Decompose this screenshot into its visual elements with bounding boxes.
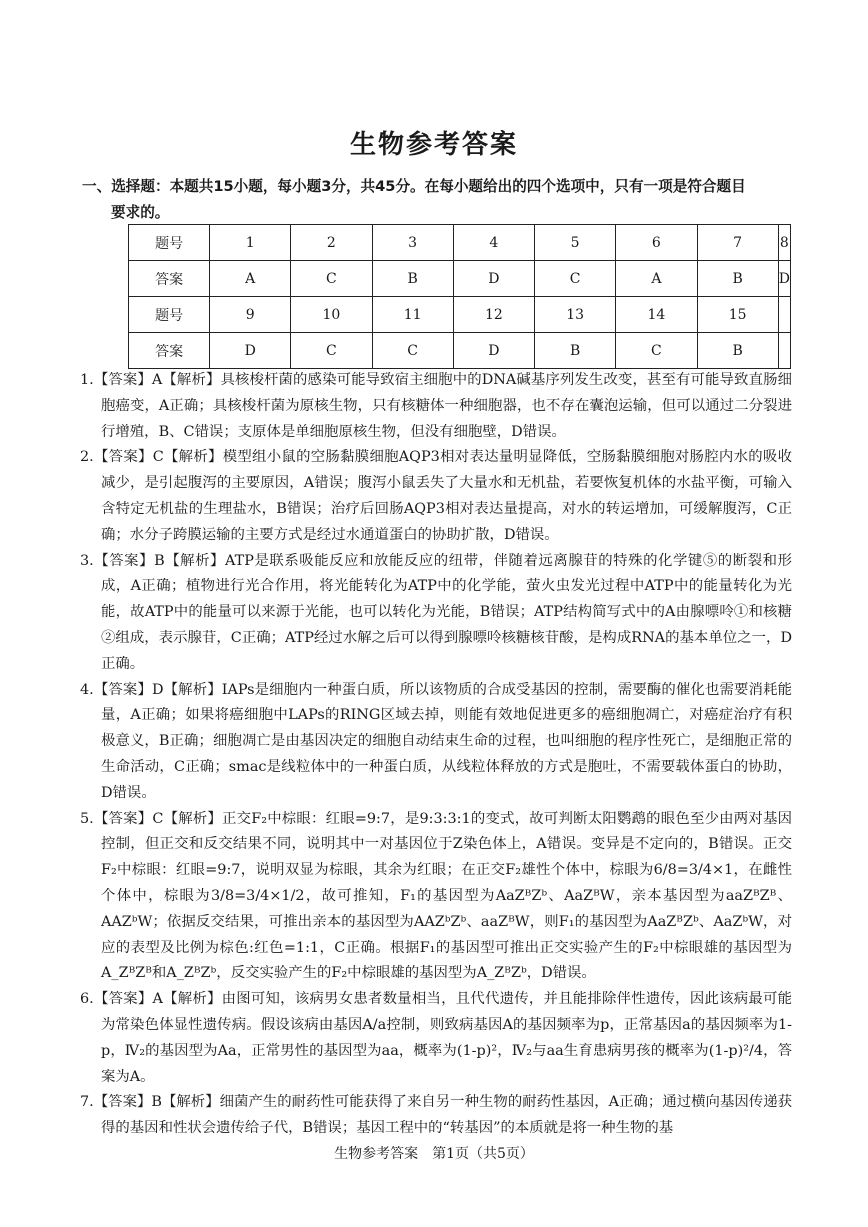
table-row xyxy=(129,333,791,369)
table-cell: 题号 xyxy=(129,297,210,333)
explanation-4: 4.【答案】D【解析】IAPs是细胞内一种蛋白质，所以该物质的合成受基因的控制，需要酶的催化也需要消耗能量，A正确；如果将癌细胞中LAPs的RING区域去掉，则能有效地促进更多的癌细胞凋亡，对癌症治疗有积极意义，B正确；细胞凋亡是由基因决定的细胞自动结束生命的过程，也叫细胞的程序性死亡，是细胞正常的生命活动，C正确；smac是线粒体中的一种蛋白质，从线粒体释放的方式是胞吐，不需要载体蛋白的协助，D错误。 xyxy=(80,681,792,801)
table-cell: D xyxy=(453,333,534,369)
section-heading-line2: 要求的。 xyxy=(111,204,170,221)
table-cell: 6 xyxy=(616,225,697,261)
table-cell: D xyxy=(453,261,534,297)
answer-explanations xyxy=(80,368,792,1142)
table-cell: C xyxy=(616,333,697,369)
table-cell: C xyxy=(372,333,453,369)
explanation-3: 3.【答案】B【解析】ATP是联系吸能反应和放能反应的纽带，伴随着远离腺苷的特殊的化学键⑤的断裂和形成，A正确；植物进行光合作用，将光能转化为ATP中的化学能，萤火虫发光过程中ATP中的能量转化为光能，故ATP中的能量可以来源于光能，也可以转化为光能，B错误；ATP结构简写式中的A由腺嘌呤①和核糖②组成，表示腺苷，C正确；ATP经过水解之后可以得到腺嘌呤核糖核苷酸，是构成RNA的基本单位之一，D正确。 xyxy=(80,552,792,672)
table-cell: 12 xyxy=(453,297,534,333)
table-cell: A xyxy=(616,261,697,297)
list-item xyxy=(80,987,792,1090)
table-row xyxy=(129,261,791,297)
table-cell: 14 xyxy=(616,297,697,333)
explanation-1: 1.【答案】A【解析】具核梭杆菌的感染可能导致宿主细胞中的DNA碱基序列发生改变，甚至有可能导致直肠细胞癌变，A正确；具核梭杆菌为原核生物，只有核糖体一种细胞器，也不存在囊泡运输，但可以通过二分裂进行增殖，B、C错误；支原体是单细胞原核生物，但没有细胞壁，D错误。 xyxy=(80,372,792,440)
table-cell: 15 xyxy=(697,297,778,333)
explanation-6: 6.【答案】A【解析】由图可知，该病男女患者数量相当，且代代遗传，并且能排除伴性遗传，因此该病最可能为常染色体显性遗传病。假设该病由基因A/a控制，则致病基因A的基因频率为p，正常基因a的基因频率为1-p，Ⅳ₂的基因型为Aa，正常男性的基因型为aa，概率为(1-p)²，Ⅳ₂与aa生育患病男孩的概率为(1-p)²/4，答案为A。 xyxy=(80,991,792,1085)
table-row xyxy=(129,297,791,333)
table-cell: 11 xyxy=(372,297,453,333)
section-heading xyxy=(82,174,802,226)
table-cell: 3 xyxy=(372,225,453,261)
list-item xyxy=(80,678,792,807)
table-cell: A xyxy=(210,261,291,297)
explanation-5: 5.【答案】C【解析】正交F₂中棕眼：红眼=9:7，是9:3:3:1的变式，故可判断太阳鹦鹉的眼色至少由两对基因控制，但正交和反交结果不同，说明其中一对基因位于Z染色体上，A错误。变异是不定向的，B错误。正交F₂中棕眼：红眼=9:7，说明双显为棕眼，其余为红眼；在正交F₂雄性个体中，棕眼为6/8=3/4×1，在雌性个体中，棕眼为3/8=3/4×1/2，故可推知，F₁的基因型为AaZᴮZᵇ、AaZᴮW，亲本基因型为aaZᴮZᴮ、AAZᵇW；依据反交结果，可推出亲本的基因型为AAZᵇZᵇ、aaZᴮW，则F₁的基因型为AaZᴮZᵇ、AaZᵇW，对应的表型及比例为棕色:红色=1:1，C正确。根据F₁的基因型可推出正交实验产生的F₂中棕眼雄的基因型为A_ZᴮZᴮ和A_ZᴮZᵇ，反交实验产生的F₂中棕眼雄的基因型为A_ZᴮZᵇ，D错误。 xyxy=(80,810,792,982)
table-cell: 答案 xyxy=(129,333,210,369)
list-item xyxy=(80,549,792,678)
table-cell: B xyxy=(372,261,453,297)
table-cell: C xyxy=(291,333,372,369)
table-cell: 9 xyxy=(210,297,291,333)
list-item xyxy=(80,368,792,445)
table-cell: D xyxy=(778,261,790,297)
explanation-7: 7.【答案】B【解析】细菌产生的耐药性可能获得了来自另一种生物的耐药性基因，A正确；通过横向基因传递获得的基因和性状会遗传给子代，B错误；基因工程中的“转基因”的本质就是将一种生物的基 xyxy=(80,1094,792,1137)
table-cell: C xyxy=(535,261,616,297)
explanation-2: 2.【答案】C【解析】模型组小鼠的空肠黏膜细胞AQP3相对表达量明显降低，空肠黏膜细胞对肠腔内水的吸收减少，是引起腹泻的主要原因，A错误；腹泻小鼠丢失了大量水和无机盐，若要恢复机体的水盐平衡，可输入含特定无机盐的生理盐水，B错误；治疗后回肠AQP3相对表达量提高，对水的转运增加，可缓解腹泻，C正确；水分子跨膜运输的主要方式是经过水通道蛋白的协助扩散，D错误。 xyxy=(80,449,792,543)
table-cell: 5 xyxy=(535,225,616,261)
table-cell: D xyxy=(210,333,291,369)
table-cell: 8 xyxy=(778,225,790,261)
list-item xyxy=(80,807,792,988)
table-cell xyxy=(778,333,790,369)
table-cell: 题号 xyxy=(129,225,210,261)
table-cell: 1 xyxy=(210,225,291,261)
list-item xyxy=(80,1090,792,1142)
list-item xyxy=(80,445,792,548)
table-cell: B xyxy=(535,333,616,369)
page-title: 生物参考答案 xyxy=(349,130,518,160)
table-cell: B xyxy=(697,333,778,369)
table-row xyxy=(129,225,791,261)
answer-table xyxy=(128,224,791,369)
table-cell: 4 xyxy=(453,225,534,261)
table-cell: 答案 xyxy=(129,261,210,297)
section-heading-line1: 一、选择题：本题共15小题，每小题3分，共45分。在每小题给出的四个选项中，只有一项是符合题目 xyxy=(82,178,746,195)
table-cell: 13 xyxy=(535,297,616,333)
table-cell: 10 xyxy=(291,297,372,333)
table-cell xyxy=(778,297,790,333)
table-cell: 7 xyxy=(697,225,778,261)
page-footer: 生物参考答案 第1页（共5页） xyxy=(334,1146,534,1162)
table-cell: B xyxy=(697,261,778,297)
table-cell: C xyxy=(291,261,372,297)
table-cell: 2 xyxy=(291,225,372,261)
